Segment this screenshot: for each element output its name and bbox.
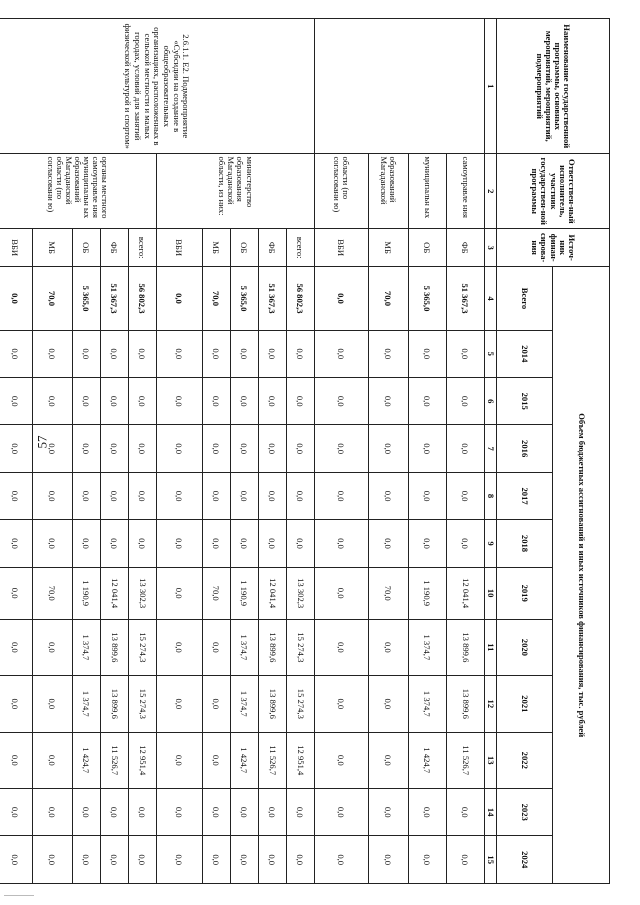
year-value-cell: 0,0 — [314, 567, 368, 619]
year-value-cell: 0,0 — [100, 378, 128, 425]
year-value-cell: 1 190,9 — [408, 567, 446, 619]
year-value-cell: 0,0 — [368, 789, 408, 836]
year-value-cell: 0,0 — [258, 789, 286, 836]
total-cell: 51 367,3 — [100, 267, 128, 330]
year-value-cell: 0,0 — [0, 472, 32, 519]
source-cell: ФБ — [100, 229, 128, 267]
column-number: 12 — [484, 676, 496, 732]
total-cell: 56 802,3 — [128, 267, 156, 330]
year-value-cell: 0,0 — [128, 836, 156, 884]
column-number: 2 — [484, 154, 496, 229]
year-value-cell: 0,0 — [368, 732, 408, 788]
source-cell: МБ — [368, 229, 408, 267]
year-value-cell: 0,0 — [0, 425, 32, 472]
source-cell: ОБ — [408, 229, 446, 267]
year-value-cell: 13 302,3 — [128, 567, 156, 619]
column-number: 14 — [484, 789, 496, 836]
year-value-cell: 0,0 — [128, 472, 156, 519]
year-value-cell: 0,0 — [258, 378, 286, 425]
year-value-cell: 0,0 — [446, 520, 484, 567]
source-cell: ОБ — [72, 229, 100, 267]
year-value-cell: 0,0 — [156, 378, 202, 425]
total-cell: 0,0 — [156, 267, 202, 330]
year-value-cell: 11 526,7 — [446, 732, 484, 788]
header-program: Наименование государственной программы, основных мероприятий, мероприятий, подмероприятий — [497, 19, 610, 154]
year-value-cell: 0,0 — [156, 330, 202, 377]
year-value-cell: 0,0 — [446, 330, 484, 377]
year-value-cell: 0,0 — [72, 378, 100, 425]
year-value-cell: 0,0 — [0, 836, 32, 884]
year-value-cell: 0,0 — [32, 789, 72, 836]
year-value-cell: 0,0 — [156, 732, 202, 788]
responsible-cell: самоуправле ния — [446, 154, 484, 229]
column-number: 3 — [484, 229, 496, 267]
header-year: 2020 — [497, 619, 554, 675]
column-number: 13 — [484, 732, 496, 788]
year-value-cell: 0,0 — [408, 789, 446, 836]
year-value-cell: 0,0 — [128, 520, 156, 567]
source-cell: ФБ — [258, 229, 286, 267]
column-number: 5 — [484, 330, 496, 377]
column-number-row — [484, 19, 496, 884]
year-value-cell: 0,0 — [156, 619, 202, 675]
responsible-cell-ministry: министерство образования Магаданской области, из них: — [156, 154, 314, 229]
year-value-cell: 1 374,7 — [230, 676, 258, 732]
year-value-cell: 0,0 — [0, 676, 32, 732]
year-value-cell: 0,0 — [202, 676, 230, 732]
total-cell: 70,0 — [202, 267, 230, 330]
total-cell: 5 365,0 — [230, 267, 258, 330]
year-value-cell: 0,0 — [202, 836, 230, 884]
total-cell: 5 365,0 — [72, 267, 100, 330]
year-value-cell: 1 190,9 — [230, 567, 258, 619]
header-year: 2018 — [497, 520, 554, 567]
year-value-cell: 70,0 — [202, 567, 230, 619]
column-number: 11 — [484, 619, 496, 675]
year-value-cell: 0,0 — [230, 836, 258, 884]
year-value-cell: 15 274,3 — [286, 619, 314, 675]
year-value-cell: 13 899,6 — [258, 676, 286, 732]
year-value-cell: 0,0 — [0, 520, 32, 567]
year-value-cell: 0,0 — [32, 520, 72, 567]
year-value-cell: 0,0 — [408, 378, 446, 425]
year-value-cell: 0,0 — [258, 330, 286, 377]
year-value-cell: 0,0 — [0, 619, 32, 675]
year-value-cell: 0,0 — [100, 836, 128, 884]
year-value-cell: 0,0 — [100, 789, 128, 836]
year-value-cell: 0,0 — [368, 425, 408, 472]
year-value-cell: 0,0 — [314, 619, 368, 675]
year-value-cell: 1 424,7 — [72, 732, 100, 788]
year-value-cell: 0,0 — [286, 378, 314, 425]
year-value-cell: 0,0 — [286, 330, 314, 377]
year-value-cell: 0,0 — [32, 676, 72, 732]
year-value-cell: 0,0 — [32, 619, 72, 675]
year-value-cell: 0,0 — [314, 789, 368, 836]
total-cell: 56 802,3 — [286, 267, 314, 330]
year-value-cell: 0,0 — [202, 619, 230, 675]
year-value-cell: 0,0 — [368, 330, 408, 377]
total-cell: 70,0 — [32, 267, 72, 330]
header-funding-group: Объем бюджетных ассигнований и иных источников финансирования, тыс. рублей — [553, 267, 610, 884]
year-value-cell: 0,0 — [230, 378, 258, 425]
year-value-cell: 0,0 — [202, 425, 230, 472]
year-value-cell: 0,0 — [0, 330, 32, 377]
total-cell: 0,0 — [0, 267, 32, 330]
source-cell: ВБИ — [156, 229, 202, 267]
year-value-cell: 0,0 — [258, 472, 286, 519]
total-cell: 70,0 — [368, 267, 408, 330]
year-value-cell: 0,0 — [230, 330, 258, 377]
year-value-cell: 0,0 — [100, 425, 128, 472]
column-number: 6 — [484, 378, 496, 425]
year-value-cell: 1 374,7 — [408, 619, 446, 675]
year-value-cell: 0,0 — [258, 520, 286, 567]
year-value-cell: 0,0 — [286, 789, 314, 836]
column-number: 4 — [484, 267, 496, 330]
year-value-cell: 13 899,6 — [100, 676, 128, 732]
year-value-cell: 12 041,4 — [258, 567, 286, 619]
table-row — [286, 19, 314, 884]
year-value-cell: 0,0 — [128, 425, 156, 472]
year-value-cell: 0,0 — [314, 732, 368, 788]
year-value-cell: 0,0 — [72, 472, 100, 519]
year-value-cell: 0,0 — [446, 425, 484, 472]
year-value-cell: 0,0 — [230, 425, 258, 472]
year-value-cell: 0,0 — [286, 425, 314, 472]
source-cell: всего: — [286, 229, 314, 267]
program-name-cell — [314, 19, 484, 154]
year-value-cell: 0,0 — [72, 520, 100, 567]
year-value-cell: 0,0 — [446, 378, 484, 425]
subprogram-name-cell: 2.6.1.1. Е2. Подмероприятие «Субсидии на создание в общеобразовательных организациях, расположенных в сельской местности и малых городах, условий для занятий физической культурой и спортом» — [0, 19, 314, 154]
year-value-cell: 0,0 — [314, 472, 368, 519]
source-cell: ФБ — [446, 229, 484, 267]
year-value-cell: 0,0 — [286, 520, 314, 567]
year-value-cell: 1 374,7 — [230, 619, 258, 675]
year-value-cell: 0,0 — [128, 330, 156, 377]
source-cell: ВБИ — [0, 229, 32, 267]
year-value-cell: 0,0 — [368, 378, 408, 425]
responsible-cell: муниципальн ых — [408, 154, 446, 229]
year-value-cell: 0,0 — [202, 330, 230, 377]
column-number: 15 — [484, 836, 496, 884]
year-value-cell: 0,0 — [368, 472, 408, 519]
source-cell: ВБИ — [314, 229, 368, 267]
year-value-cell: 0,0 — [156, 520, 202, 567]
year-value-cell: 12 041,4 — [446, 567, 484, 619]
year-value-cell: 1 374,7 — [408, 676, 446, 732]
header-year: 2021 — [497, 676, 554, 732]
header-total: Всего — [497, 267, 554, 330]
source-cell: МБ — [32, 229, 72, 267]
year-value-cell: 15 274,3 — [286, 676, 314, 732]
year-value-cell: 0,0 — [258, 836, 286, 884]
year-value-cell: 0,0 — [156, 567, 202, 619]
page-number: 57 — [34, 435, 50, 449]
total-cell: 51 367,3 — [258, 267, 286, 330]
year-value-cell: 0,0 — [408, 520, 446, 567]
year-value-cell: 0,0 — [72, 836, 100, 884]
year-value-cell: 1 424,7 — [230, 732, 258, 788]
year-value-cell: 0,0 — [32, 330, 72, 377]
year-value-cell: 0,0 — [72, 425, 100, 472]
rotated-page — [10, 18, 610, 884]
year-value-cell: 0,0 — [314, 330, 368, 377]
year-value-cell: 0,0 — [408, 425, 446, 472]
year-value-cell: 0,0 — [446, 472, 484, 519]
source-cell: ОБ — [230, 229, 258, 267]
year-value-cell: 70,0 — [368, 567, 408, 619]
header-responsible: Ответствен-ный исполнитель, участник государствен-ной программы — [497, 154, 610, 229]
year-value-cell: 0,0 — [100, 330, 128, 377]
total-cell: 51 367,3 — [446, 267, 484, 330]
year-value-cell: 0,0 — [202, 472, 230, 519]
year-value-cell: 13 302,3 — [286, 567, 314, 619]
year-value-cell: 0,0 — [156, 472, 202, 519]
year-value-cell: 0,0 — [0, 789, 32, 836]
column-number: 10 — [484, 567, 496, 619]
header-row — [553, 19, 610, 884]
year-value-cell: 0,0 — [368, 676, 408, 732]
header-source: Источ-ник финан-сирова-ния — [497, 229, 610, 267]
responsible-cell: образований Магаданской — [368, 154, 408, 229]
year-value-cell: 70,0 — [32, 567, 72, 619]
funding-table — [0, 18, 610, 884]
year-value-cell: 0,0 — [368, 836, 408, 884]
year-value-cell: 0,0 — [32, 425, 72, 472]
header-year: 2015 — [497, 378, 554, 425]
total-cell: 0,0 — [314, 267, 368, 330]
year-value-cell: 0,0 — [32, 836, 72, 884]
year-value-cell: 1 190,9 — [72, 567, 100, 619]
year-value-cell: 11 526,7 — [258, 732, 286, 788]
header-year: 2016 — [497, 425, 554, 472]
year-value-cell: 0,0 — [314, 676, 368, 732]
year-value-cell: 0,0 — [72, 789, 100, 836]
year-value-cell: 0,0 — [202, 789, 230, 836]
table-row — [446, 19, 484, 884]
year-value-cell: 11 526,7 — [100, 732, 128, 788]
year-value-cell: 1 374,7 — [72, 676, 100, 732]
column-number: 8 — [484, 472, 496, 519]
year-value-cell: 0,0 — [156, 836, 202, 884]
total-cell: 5 365,0 — [408, 267, 446, 330]
year-value-cell: 12 951,4 — [286, 732, 314, 788]
year-value-cell: 0,0 — [258, 425, 286, 472]
header-year: 2022 — [497, 732, 554, 788]
year-value-cell: 0,0 — [314, 836, 368, 884]
column-number: 9 — [484, 520, 496, 567]
responsible-cell-local: органы местного самоуправле ния муниципальн ых образований Магаданской области (по согласовани ю) — [0, 154, 156, 229]
year-value-cell: 0,0 — [286, 472, 314, 519]
year-value-cell: 0,0 — [408, 330, 446, 377]
year-value-cell: 13 899,6 — [446, 676, 484, 732]
year-value-cell: 13 899,6 — [258, 619, 286, 675]
year-value-cell: 13 899,6 — [100, 619, 128, 675]
source-cell: всего: — [128, 229, 156, 267]
header-year: 2019 — [497, 567, 554, 619]
corner-mark — [4, 895, 34, 896]
year-value-cell: 0,0 — [446, 836, 484, 884]
year-value-cell: 0,0 — [32, 472, 72, 519]
year-value-cell: 0,0 — [0, 567, 32, 619]
source-cell: МБ — [202, 229, 230, 267]
year-value-cell: 0,0 — [314, 520, 368, 567]
year-value-cell: 0,0 — [202, 520, 230, 567]
year-value-cell: 0,0 — [156, 789, 202, 836]
year-value-cell: 0,0 — [0, 378, 32, 425]
year-value-cell: 0,0 — [230, 789, 258, 836]
header-year: 2017 — [497, 472, 554, 519]
year-value-cell: 0,0 — [368, 619, 408, 675]
year-value-cell: 0,0 — [156, 425, 202, 472]
year-value-cell: 0,0 — [0, 732, 32, 788]
column-number: 7 — [484, 425, 496, 472]
year-value-cell: 0,0 — [230, 520, 258, 567]
year-value-cell: 0,0 — [408, 472, 446, 519]
year-value-cell: 0,0 — [368, 520, 408, 567]
year-value-cell: 15 274,3 — [128, 676, 156, 732]
year-value-cell: 1 374,7 — [72, 619, 100, 675]
year-value-cell: 0,0 — [230, 472, 258, 519]
header-year: 2024 — [497, 836, 554, 884]
year-value-cell: 0,0 — [128, 378, 156, 425]
column-number: 1 — [484, 19, 496, 154]
year-value-cell: 0,0 — [202, 732, 230, 788]
year-value-cell: 15 274,3 — [128, 619, 156, 675]
responsible-cell: области (по согласовани ю) — [314, 154, 368, 229]
year-value-cell: 0,0 — [314, 378, 368, 425]
year-value-cell: 0,0 — [72, 330, 100, 377]
year-value-cell: 0,0 — [446, 789, 484, 836]
year-value-cell: 0,0 — [32, 378, 72, 425]
year-value-cell: 0,0 — [202, 378, 230, 425]
year-value-cell: 0,0 — [314, 425, 368, 472]
header-year: 2023 — [497, 789, 554, 836]
year-value-cell: 0,0 — [408, 836, 446, 884]
year-value-cell: 0,0 — [100, 472, 128, 519]
year-value-cell: 12 951,4 — [128, 732, 156, 788]
header-year: 2014 — [497, 330, 554, 377]
year-value-cell: 12 041,4 — [100, 567, 128, 619]
year-value-cell: 0,0 — [156, 676, 202, 732]
year-value-cell: 0,0 — [286, 836, 314, 884]
year-value-cell: 0,0 — [100, 520, 128, 567]
year-value-cell: 1 424,7 — [408, 732, 446, 788]
year-value-cell: 0,0 — [128, 789, 156, 836]
year-value-cell: 13 899,6 — [446, 619, 484, 675]
year-value-cell: 0,0 — [32, 732, 72, 788]
